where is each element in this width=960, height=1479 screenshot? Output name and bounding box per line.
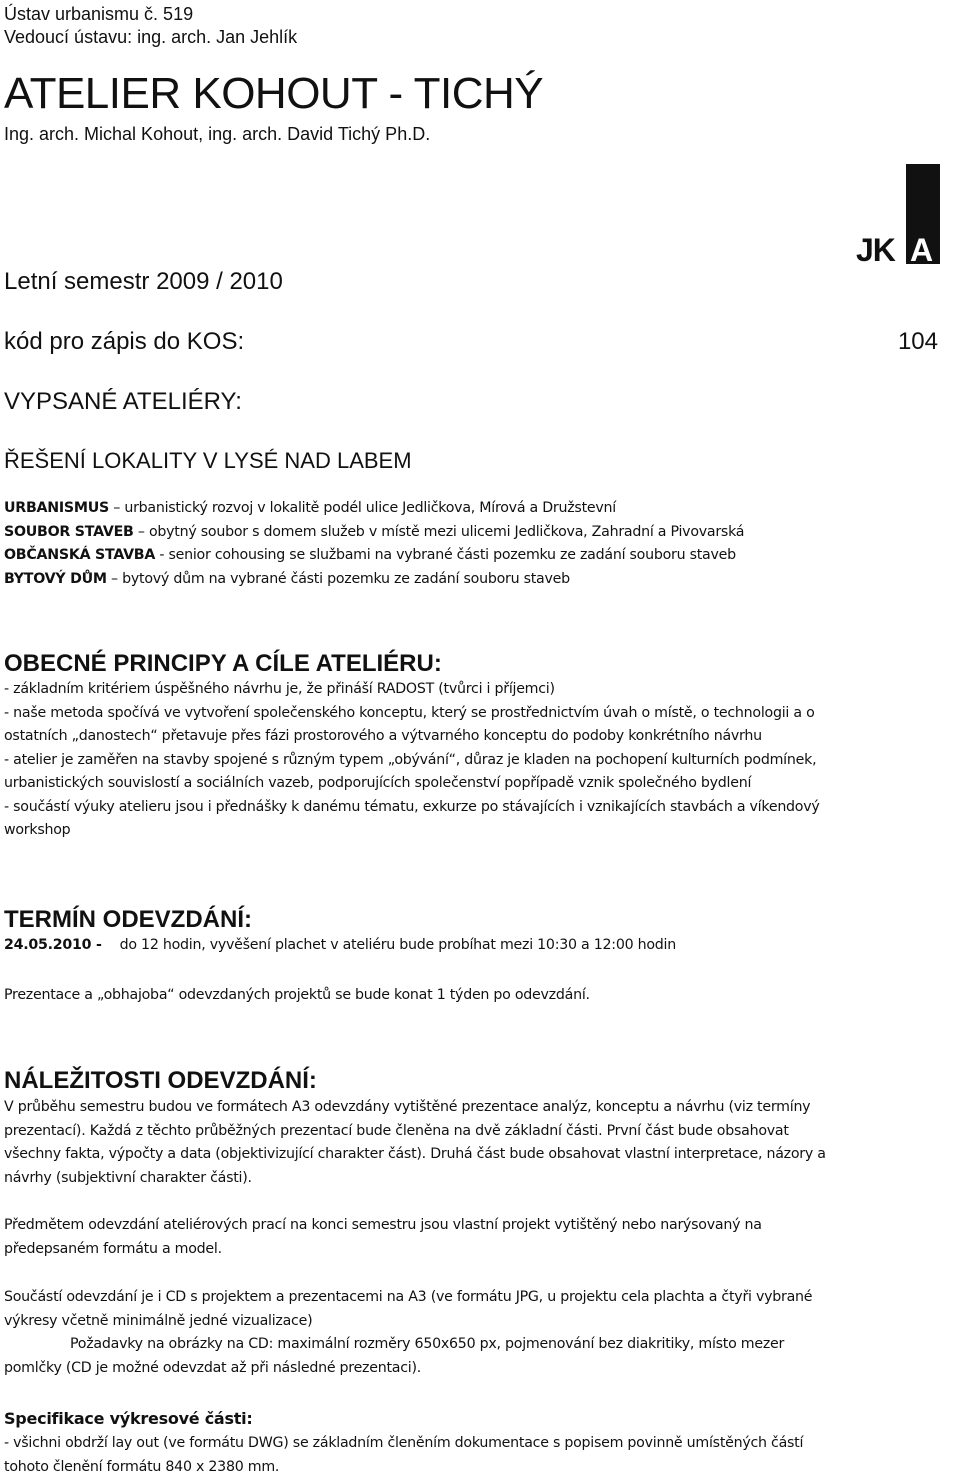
requirements-paragraph: [4, 1214, 762, 1261]
logo-letters-jk: JK: [856, 232, 895, 268]
principles-text: [4, 678, 820, 843]
principles-line: workshop: [4, 819, 820, 843]
requirements-paragraph: [4, 1286, 812, 1380]
architects-line: Ing. arch. Michal Kohout, ing. arch. David Tichý Ph.D.: [4, 122, 430, 146]
topic-item: [4, 568, 744, 592]
topic-item: [4, 521, 744, 545]
topics-list: [4, 497, 744, 591]
semester-line: Letní semestr 2009 / 2010: [4, 266, 283, 298]
principles-line: - základním kritériem úspěšného návrhu je, že přináší RADOST (tvůrci i příjemci): [4, 678, 820, 702]
paragraph-line: výkresy včetně minimálně jedné vizualizace): [4, 1310, 812, 1334]
logo-letter-a: A: [910, 232, 933, 268]
paragraph-line: pomlčky (CD je možné odevzdat až při následné prezentaci).: [4, 1357, 812, 1381]
principles-line: - atelier je zaměřen na stavby spojené s různým typem „obývání“, důraz je kladen na pochopení kulturních podmínek,: [4, 749, 820, 773]
topic-text: – obytný soubor s domem služeb v místě mezi ulicemi Jedličkova, Zahradní a Pivovarská: [134, 524, 745, 540]
requirements-paragraph: [4, 1096, 826, 1190]
deadline-text: do 12 hodin, vyvěšení plachet v ateliéru bude probíhat mezi 10:30 a 12:00 hodin: [120, 937, 676, 953]
paragraph-line: Součástí odevzdání je i CD s projektem a prezentacemi na A3 (ve formátu JPG, u projektu cela plachta a čtyři vybrané: [4, 1286, 812, 1310]
paragraph-line: návrhy (subjektivní charakter části).: [4, 1167, 826, 1191]
atelier-title: ATELIER KOHOUT - TICHÝ: [4, 66, 543, 122]
paragraph-line: všechny fakta, výpočty a data (objektivizující charakter část). Druhá část bude obsahovat vlastní interpretace, názory a: [4, 1143, 826, 1167]
ateliers-heading: VYPSANÉ ATELIÉRY:: [4, 386, 242, 418]
head-of-institute-line: Vedoucí ústavu: ing. arch. Jan Jehlík: [4, 25, 297, 49]
deadline-date: 24.05.2010 -: [4, 937, 102, 953]
topic-label: URBANISMUS: [4, 500, 109, 516]
paragraph-line: Předmětem odevzdání ateliérových prací na konci semestru jsou vlastní projekt vytištěný nebo narýsovaný na: [4, 1214, 762, 1238]
locality-heading: ŘEŠENÍ LOKALITY V LYSÉ NAD LABEM: [4, 446, 412, 476]
jka-logo: [846, 160, 956, 268]
kos-code-value: 104: [898, 326, 938, 358]
paragraph-line: V průběhu semestru budou ve formátech A3 odevzdány vytištěné prezentace analýz, konceptu a návrhu (viz termíny: [4, 1096, 826, 1120]
topic-item: [4, 544, 744, 568]
topic-label: OBČANSKÁ STAVBA: [4, 547, 155, 563]
institute-line: Ústav urbanismu č. 519: [4, 2, 193, 26]
presentation-text: Prezentace a „obhajoba“ odevzdaných projektů se bude konat 1 týden po odevzdání.: [4, 984, 590, 1008]
spec-paragraph: [4, 1432, 803, 1479]
deadline-heading: TERMÍN ODEVZDÁNÍ:: [4, 904, 252, 936]
topic-text: – urbanistický rozvoj v lokalitě podél ulice Jedličkova, Mírová a Družstevní: [109, 500, 616, 516]
principles-line: - součástí výuky atelieru jsou i přednášky k danému tématu, exkurze po stávajících i vznikajících stavbách a víkendový: [4, 796, 820, 820]
paragraph-line: Požadavky na obrázky na CD: maximální rozměry 650x650 px, pojmenování bez diakritiky, místo mezer: [4, 1333, 812, 1357]
topic-label: SOUBOR STAVEB: [4, 524, 134, 540]
topic-item: [4, 497, 744, 521]
topic-text: – bytový dům na vybrané části pozemku ze zadání souboru staveb: [107, 571, 570, 587]
paragraph-line: prezentací). Každá z těchto průběžných prezentací bude členěna na dvě základní části. První část bude obsahovat: [4, 1120, 826, 1144]
principles-line: - naše metoda spočívá ve vytvoření společenského konceptu, který se prostřednictvím úvah o místě, o technologii a o: [4, 702, 820, 726]
principles-line: urbanistických souvislostí a sociálních vazeb, podporujících společenství popřípadě vznik společného bydlení: [4, 772, 820, 796]
paragraph-line: předepsaném formátu a model.: [4, 1238, 762, 1262]
requirements-heading: NÁLEŽITOSTI ODEVZDÁNÍ:: [4, 1064, 317, 1098]
topic-label: BYTOVÝ DŮM: [4, 571, 107, 587]
spec-heading: Specifikace výkresové části:: [4, 1407, 253, 1431]
presentation-line: [4, 984, 590, 1008]
principles-line: ostatních „danostech“ přetavuje přes fázi prostorového a výtvarného konceptu do podoby konkrétního návrhu: [4, 725, 820, 749]
kos-code-label: kód pro zápis do KOS:: [4, 326, 244, 358]
paragraph-line: tohoto členění formátu 840 x 2380 mm.: [4, 1456, 803, 1479]
logo-bar: [906, 164, 940, 226]
topic-text: - senior cohousing se službami na vybrané části pozemku ze zadání souboru staveb: [155, 547, 736, 563]
principles-heading: OBECNÉ PRINCIPY A CÍLE ATELIÉRU:: [4, 648, 442, 680]
paragraph-line: - všichni obdrží lay out (ve formátu DWG) se základním členěním dokumentace s popisem povinně umístěných částí: [4, 1432, 803, 1456]
deadline-line: [4, 934, 676, 958]
